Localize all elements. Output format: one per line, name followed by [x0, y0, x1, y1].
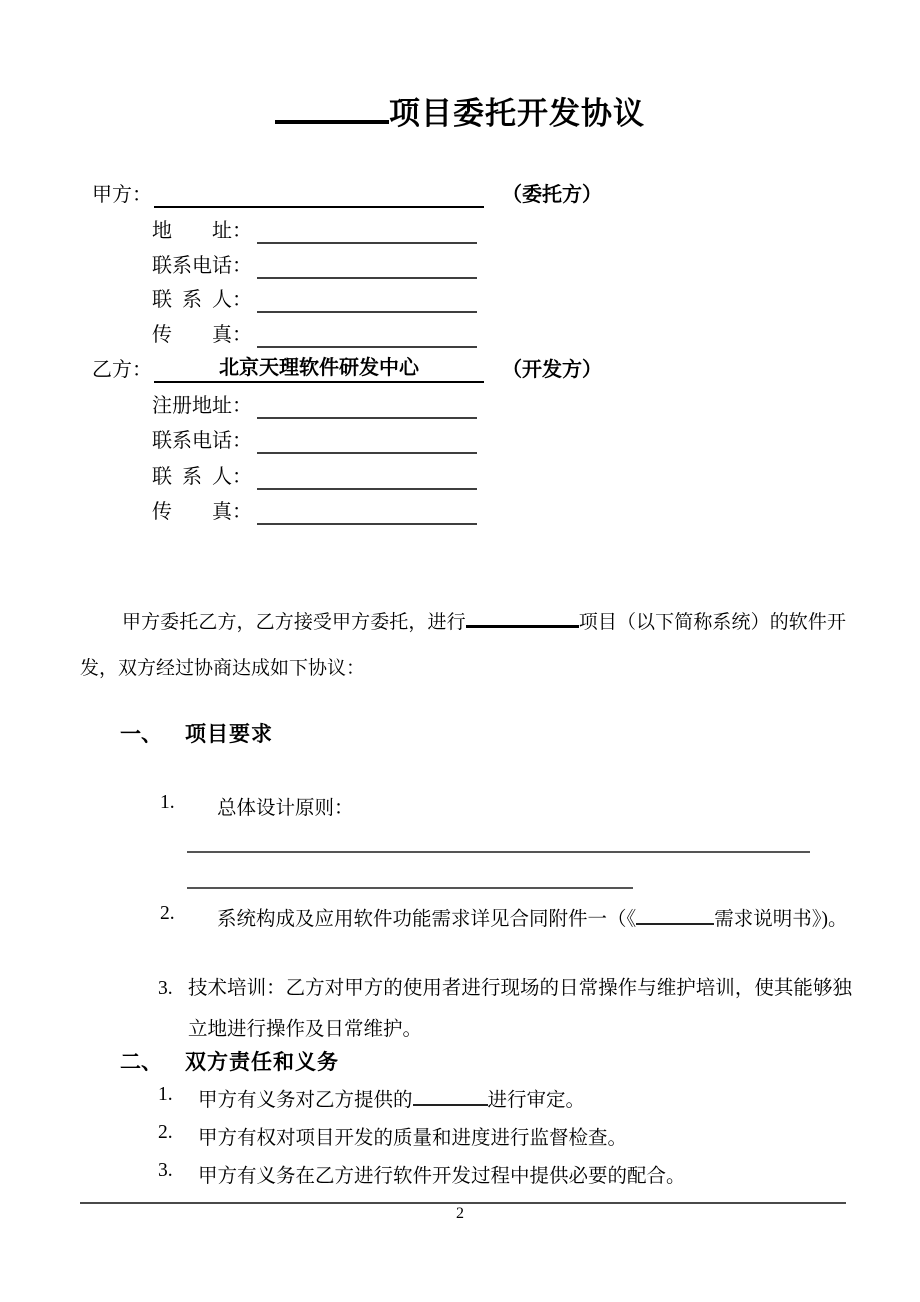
- design-principle-blank-line-1[interactable]: [187, 851, 810, 853]
- section-1-heading: [120, 718, 273, 748]
- section-1-item-3: [158, 968, 852, 1050]
- spec-name-blank[interactable]: [636, 910, 714, 925]
- document-title-line: [0, 88, 920, 133]
- section-1-number: 一、: [120, 722, 162, 746]
- footer-divider: [80, 1202, 846, 1204]
- party-a-fax-row: [152, 321, 477, 348]
- party-b-phone-row: [152, 427, 477, 454]
- page-number: 2: [456, 1205, 464, 1222]
- page-title: 项目委托开发协议: [389, 96, 645, 131]
- section-2-item-1: [158, 1084, 585, 1112]
- contact-blank-line[interactable]: [257, 463, 477, 490]
- item-text-after: 进行审定。: [487, 1090, 586, 1111]
- section-1-item-2: [160, 903, 848, 931]
- item-text-before: 甲方有义务对乙方提供的: [198, 1090, 413, 1111]
- party-a-row: [92, 180, 602, 208]
- fax-blank-line[interactable]: [257, 321, 477, 348]
- intro-paragraph: [80, 600, 846, 692]
- item-number: 2.: [160, 903, 175, 924]
- design-principle-blank-line-2[interactable]: [187, 887, 633, 889]
- phone-label: 联系电话：: [152, 255, 252, 277]
- phone-label: 联系电话：: [152, 430, 252, 452]
- party-a-name-blank[interactable]: [154, 180, 484, 208]
- section-2-item-3: [158, 1160, 686, 1188]
- reg-address-label: 注册地址：: [152, 395, 252, 417]
- fax-blank-line[interactable]: [257, 498, 477, 525]
- deliverable-blank[interactable]: [413, 1091, 488, 1106]
- section-2-title: 双方责任和义务: [185, 1050, 339, 1074]
- intro-text-before: 甲方委托乙方，乙方接受甲方委托，进行: [122, 612, 466, 633]
- party-a-contact-row: [152, 286, 477, 313]
- item-text: 技术培训：乙方对甲方的使用者进行现场的日常操作与维护培训，使其能够独立地进行操作及日常维护。: [188, 978, 852, 1040]
- section-2-number: 二、: [120, 1050, 162, 1074]
- section-2-item-2: [158, 1122, 627, 1150]
- project-name-blank[interactable]: [466, 611, 579, 628]
- item-text: [198, 1084, 585, 1112]
- item-text-after: 需求说明书》)。: [714, 909, 848, 930]
- party-b-contact-row: [152, 463, 477, 490]
- item-number: 1.: [158, 1084, 173, 1105]
- item-text: [217, 903, 848, 931]
- section-2-heading: [120, 1046, 339, 1076]
- party-b-reg-address-row: [152, 392, 477, 419]
- phone-blank-line[interactable]: [257, 427, 477, 454]
- party-a-address-row: [152, 217, 477, 244]
- party-b-role: （开发方）: [502, 359, 602, 381]
- item-text: 甲方有义务在乙方进行软件开发过程中提供必要的配合。: [198, 1166, 686, 1187]
- phone-blank-line[interactable]: [257, 252, 477, 279]
- intro-text-after: 项目（以下简称系统）的软件开发，双方经过协商达成如下协议：: [80, 612, 846, 679]
- reg-address-blank-line[interactable]: [257, 392, 477, 419]
- item-text: 总体设计原则：: [217, 798, 354, 819]
- item-number: 3.: [158, 978, 173, 999]
- party-a-role: （委托方）: [502, 184, 602, 206]
- item-number: 2.: [158, 1122, 173, 1143]
- contact-blank-line[interactable]: [257, 286, 477, 313]
- section-1-title: 项目要求: [185, 722, 273, 746]
- fax-label: 传 真：: [152, 324, 252, 346]
- section-1-item-1: [160, 792, 354, 820]
- contact-label: 联 系 人：: [152, 466, 252, 488]
- party-a-phone-row: [152, 252, 477, 279]
- item-number: 3.: [158, 1160, 173, 1181]
- contact-label: 联 系 人：: [152, 289, 252, 311]
- item-text-before: 系统构成及应用软件功能需求详见合同附件一（《: [217, 909, 637, 930]
- item-number: 1.: [160, 792, 175, 813]
- party-b-row: [92, 355, 602, 383]
- party-b-name: 北京天理软件研发中心: [219, 357, 419, 379]
- address-blank-line[interactable]: [257, 217, 477, 244]
- item-text: 甲方有权对项目开发的质量和进度进行监督检查。: [198, 1128, 628, 1149]
- party-b-fax-row: [152, 498, 477, 525]
- fax-label: 传 真：: [152, 501, 252, 523]
- address-label: 地 址：: [152, 220, 252, 242]
- party-b-name-blank[interactable]: [154, 355, 484, 383]
- party-a-label: 甲方：: [92, 184, 152, 206]
- title-blank-line[interactable]: [275, 90, 389, 124]
- party-b-label: 乙方：: [92, 359, 152, 381]
